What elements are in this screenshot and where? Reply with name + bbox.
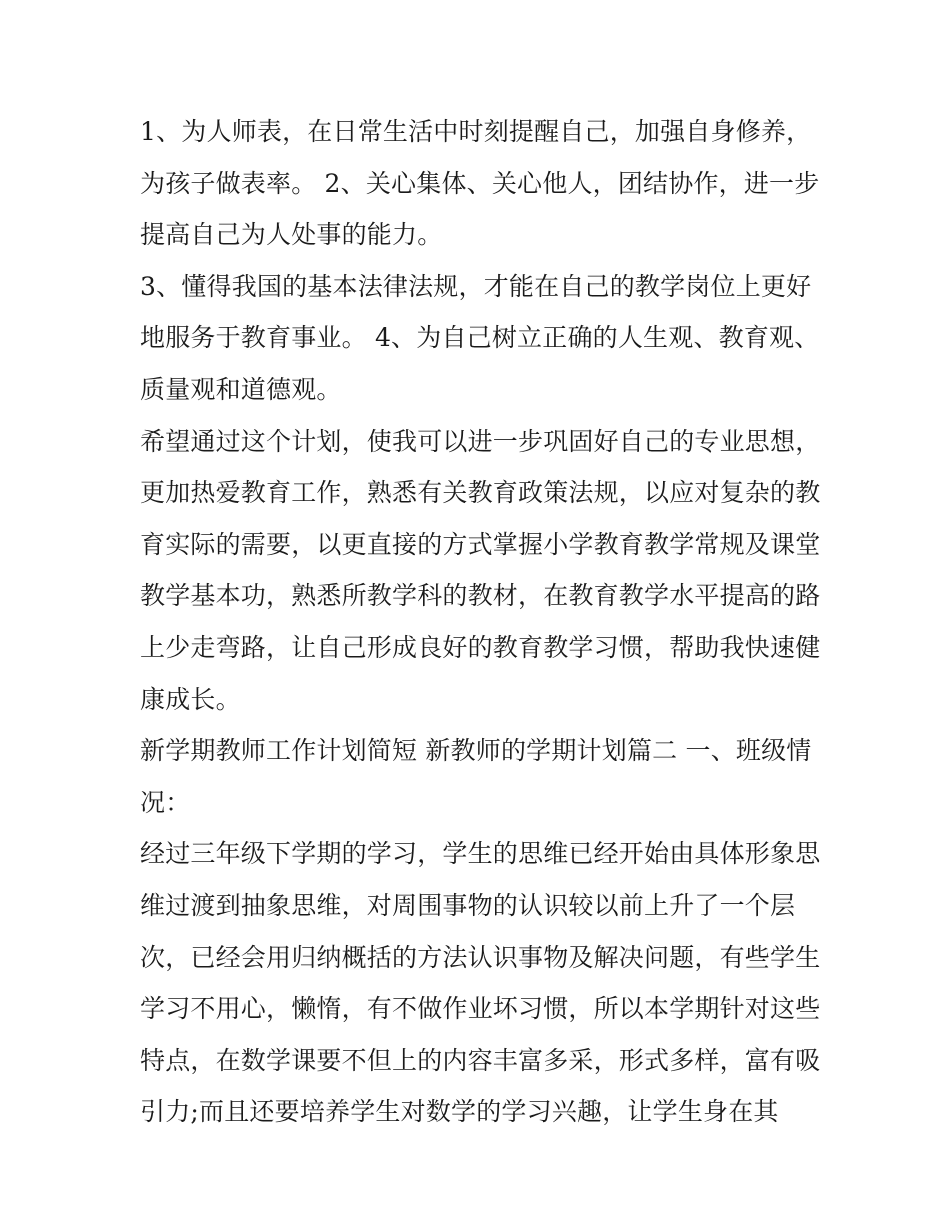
document-body (140, 106, 820, 1138)
text-line: 经过三年级下学期的学习，学生的思维已经开始由具体形象思 (140, 839, 821, 869)
text-line: 质量观和道德观。 (140, 374, 342, 404)
text-line: 更加热爱教育工作，熟悉有关教育政策法规，以应对复杂的教 (140, 478, 821, 508)
text-line: 康成长。 (140, 684, 241, 714)
text-line: 为孩子做表率。 2、关心集体、关心他人，团结协作，进一步 (140, 168, 820, 198)
text-line: 3、懂得我国的基本法律法规，才能在自己的教学岗位上更好 (140, 271, 812, 301)
text-line: 上少走弯路，让自己形成良好的教育教学习惯，帮助我快速健 (140, 632, 821, 662)
text-line: 引力;而且还要培养学生对数学的学习兴趣，让学生身在其 (140, 1097, 779, 1127)
text-line: 育实际的需要，以更直接的方式掌握小学教育教学常规及课堂 (140, 529, 821, 559)
text-line: 地服务于教育事业。 4、为自己树立正确的人生观、教育观、 (140, 323, 820, 353)
section-heading-line: 况： (140, 787, 191, 817)
text-line: 次，已经会用归纳概括的方法认识事物及解决问题，有些学生 (140, 942, 821, 972)
section-heading-line: 新学期教师工作计划简短 新教师的学期计划篇二 一、班级情 (140, 736, 812, 766)
text-line: 特点，在数学课要不但上的内容丰富多采，形式多样，富有吸 (140, 1045, 821, 1075)
text-line: 教学基本功，熟悉所教学科的教材，在教育教学水平提高的路 (140, 581, 821, 611)
text-line: 1、为人师表，在日常生活中时刻提醒自己，加强自身修养， (140, 117, 812, 146)
text-line: 提高自己为人处事的能力。 (140, 220, 443, 250)
text-line: 维过渡到抽象思维，对周围事物的认识较以前上升了一个层 (140, 890, 796, 920)
text-line: 希望通过这个计划，使我可以进一步巩固好自己的专业思想， (140, 426, 821, 456)
text-line: 学习不用心，懒惰，有不做作业坏习惯，所以本学期针对这些 (140, 994, 821, 1024)
